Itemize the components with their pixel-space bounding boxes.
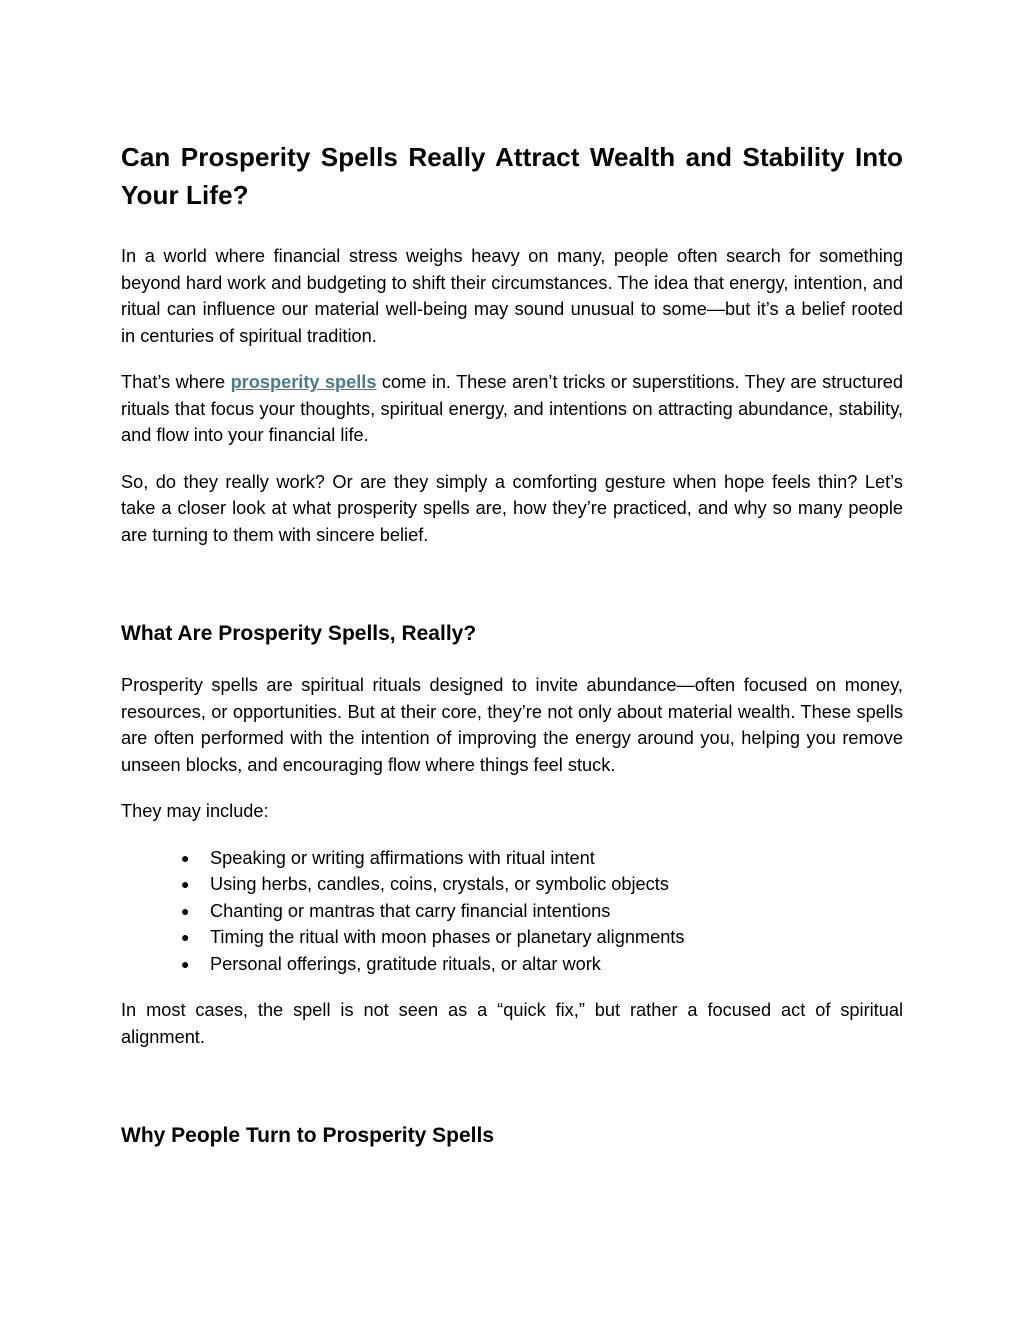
intro-paragraph-2 [121, 369, 903, 449]
list-item-text: Chanting or mantras that carry financial intentions [210, 900, 611, 921]
intro-paragraph-2-start: That’s where [121, 372, 231, 392]
section-heading-why-people: Why People Turn to Prosperity Spells [121, 1124, 495, 1147]
list-item [121, 898, 903, 925]
intro-paragraph-1: In a world where financial stress weighs heavy on many, people often search for something beyond hard work and budgeting to shift their circumstances. The idea that energy, intention, and ritual can influence our material well-being may sound unusual to some—but it’s a belief rooted in centuries of spiritual tradition. [121, 246, 903, 346]
list-item-text: Speaking or writing affirmations with ritual intent [210, 847, 595, 868]
section-heading-what-are: What Are Prosperity Spells, Really? [121, 622, 477, 645]
list-item [121, 924, 903, 951]
list-item [121, 845, 903, 872]
bullet-icon: ● [181, 876, 190, 892]
list-item [121, 951, 903, 978]
ritual-list [121, 845, 903, 978]
list-item [121, 871, 903, 898]
bullet-icon: ● [181, 902, 190, 919]
bullet-icon: ● [181, 849, 190, 866]
document-page [121, 138, 903, 1151]
list-item-text: Using herbs, candles, coins, crystals, or symbolic objects [210, 874, 669, 894]
intro-paragraph-3: So, do they really work? Or are they simply a comforting gesture when hope feels thin? Let’s take a closer look at what prosperity spells are, how they’re practiced, and why so many people are turning to them with sincere belief. [121, 471, 903, 545]
bullet-icon: ● [181, 929, 190, 945]
bullet-icon: ● [181, 955, 190, 972]
section1-paragraph-1: Prosperity spells are spiritual rituals designed to invite abundance—often focused on money, resources, or opportunities. But at their core, they’re not only about material wealth. These spells are often performed with the intention of improving the energy around you, helping you remove unseen blocks, and encouraging flow where things feel stuck. [121, 675, 903, 775]
section1-paragraph-2: They may include: [121, 801, 269, 821]
section1-paragraph-3: In most cases, the spell is not seen as a “quick fix,” but rather a focused act of spiritual alignment. [121, 1000, 903, 1047]
intro-paragraph-2-end: come in. These aren’t tricks or superstitions. They are structured rituals that focus your thoughts, spiritual energy, and intentions on attracting abundance, stability, and flow into your financial life. [121, 372, 903, 445]
page-title: Can Prosperity Spells Really Attract Wealth and Stability Into Your Life? [121, 142, 903, 210]
prosperity-spells-link[interactable]: prosperity spells [230, 372, 377, 392]
list-item-text: Timing the ritual with moon phases or planetary alignments [210, 927, 685, 947]
list-item-text: Personal offerings, gratitude rituals, or altar work [210, 953, 601, 974]
